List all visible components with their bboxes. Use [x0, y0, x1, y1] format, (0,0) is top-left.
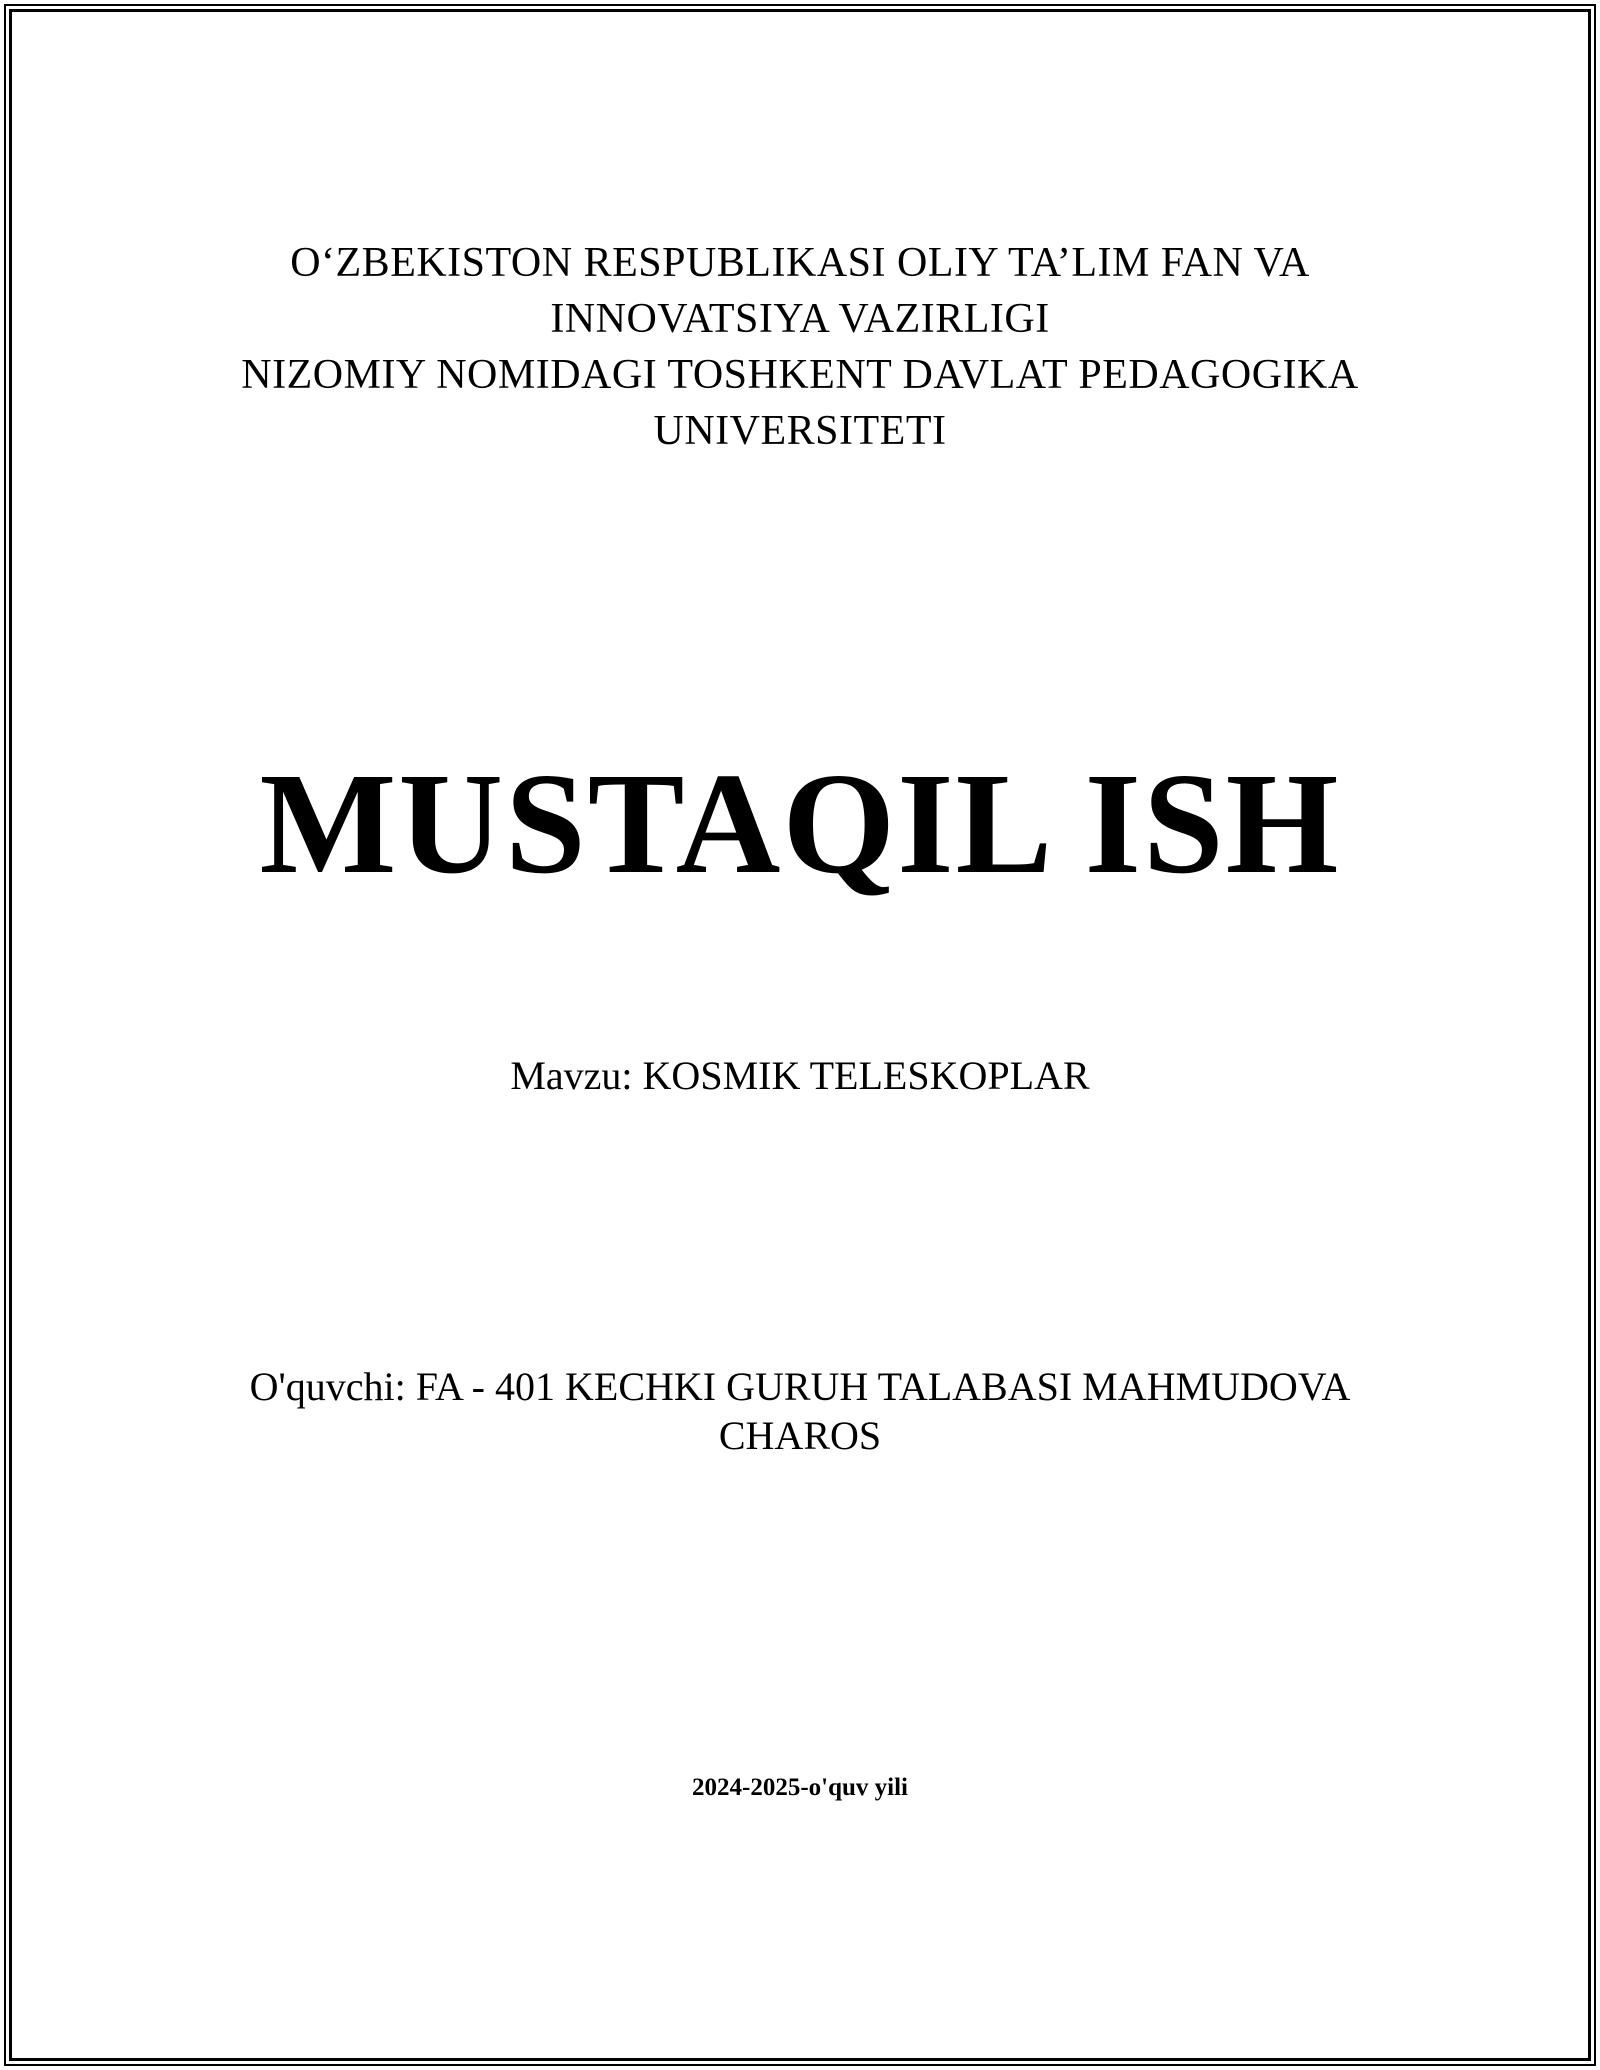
student-line-1: O'quvchi: FA - 401 KECHKI GURUH TALABASI MAHMUDOVA [249, 1364, 1351, 1409]
academic-year: 2024-2025-o'quv yili [692, 1774, 908, 1801]
ministry-header [0, 235, 1600, 459]
header-line-1: O‘ZBEKISTON RESPUBLIKASI OLIY TA’LIM FAN VA [290, 240, 1310, 286]
student-info [0, 1362, 1600, 1460]
header-line-2: INNOVATSIYA VAZIRLIGI [550, 296, 1050, 342]
document-title: MUSTAQIL ISH [259, 744, 1341, 904]
header-line-3: NIZOMIY NOMIDAGI TOSHKENT DAVLAT PEDAGOGIKA [241, 352, 1359, 398]
header-line-4: UNIVERSITETI [653, 408, 947, 454]
student-line-2: CHAROS [718, 1413, 882, 1458]
topic-line: Mavzu: KOSMIK TELESKOPLAR [510, 1053, 1090, 1098]
